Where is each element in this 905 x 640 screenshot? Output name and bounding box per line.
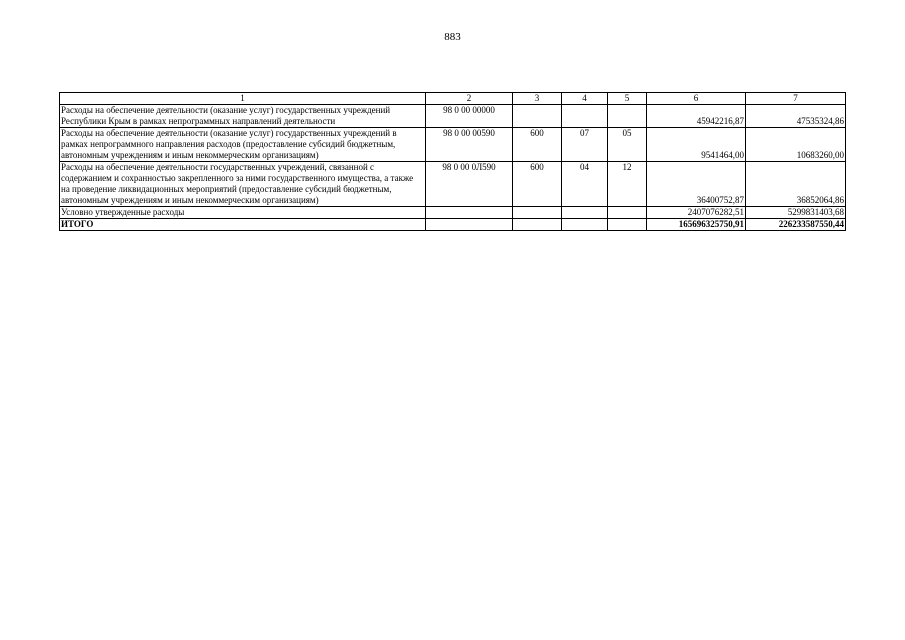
header-cell: 6: [647, 93, 746, 105]
expense-name-cell: Расходы на обеспечение деятельности (оказание услуг) государственных учреждений в рамках непрограммного направления расходов (предоставление субсидий бюджетным, автономным учреждениям и иным некоммерческим организациям): [60, 128, 426, 162]
page-number: 883: [444, 31, 461, 43]
table-header-row: [60, 93, 846, 105]
amount-cell-col7: 36852064,86: [746, 162, 846, 207]
target-code-cell: 98 0 00 00000: [426, 105, 513, 128]
expense-name-cell: Условно утвержденные расходы: [60, 207, 426, 219]
subsection-cell: 05: [608, 128, 647, 162]
header-cell: 3: [513, 93, 562, 105]
target-code-cell: 98 0 00 00590: [426, 128, 513, 162]
section-cell: [562, 105, 608, 128]
header-cell: 2: [426, 93, 513, 105]
table-row: [60, 128, 846, 162]
subsection-cell: [608, 207, 647, 219]
expense-type-cell: 600: [513, 128, 562, 162]
total-amount-col6: 165696325750,91: [647, 219, 746, 231]
expense-type-cell: 600: [513, 162, 562, 207]
amount-cell-col6: 36400752,87: [647, 162, 746, 207]
expense-name-cell: Расходы на обеспечение деятельности государственных учреждений, связанной с содержанием и сохранностью закрепленного за ними государственного имущества, а также на проведение ликвидационных мероприятий (предоставление субсидий бюджетным, автономным учреждениям и иным некоммерческим организациям): [60, 162, 426, 207]
subsection-cell: 12: [608, 162, 647, 207]
section-cell: 07: [562, 128, 608, 162]
expense-type-cell: [513, 207, 562, 219]
target-code-cell: [426, 207, 513, 219]
total-label: ИТОГО: [60, 219, 426, 231]
amount-cell-col6: 9541464,00: [647, 128, 746, 162]
amount-cell-col7: 10683260,00: [746, 128, 846, 162]
header-cell: 7: [746, 93, 846, 105]
total-amount-col7: 226233587550,44: [746, 219, 846, 231]
expense-type-cell: [513, 105, 562, 128]
header-cell: 4: [562, 93, 608, 105]
target-code-cell: 98 0 00 0Л590: [426, 162, 513, 207]
budget-table: [59, 92, 846, 231]
table-row: [60, 207, 846, 219]
empty-cell: [426, 219, 513, 231]
header-cell: 1: [60, 93, 426, 105]
total-row: [60, 219, 846, 231]
amount-cell-col6: 45942216,87: [647, 105, 746, 128]
empty-cell: [608, 219, 647, 231]
empty-cell: [513, 219, 562, 231]
expense-name-cell: Расходы на обеспечение деятельности (оказание услуг) государственных учреждений Республики Крым в рамках непрограммных направлений деятельности: [60, 105, 426, 128]
subsection-cell: [608, 105, 647, 128]
table-row: [60, 105, 846, 128]
header-cell: 5: [608, 93, 647, 105]
section-cell: [562, 207, 608, 219]
section-cell: 04: [562, 162, 608, 207]
amount-cell-col6: 2407076282,51: [647, 207, 746, 219]
amount-cell-col7: 5299831403,68: [746, 207, 846, 219]
amount-cell-col7: 47535324,86: [746, 105, 846, 128]
empty-cell: [562, 219, 608, 231]
table-row: [60, 162, 846, 207]
